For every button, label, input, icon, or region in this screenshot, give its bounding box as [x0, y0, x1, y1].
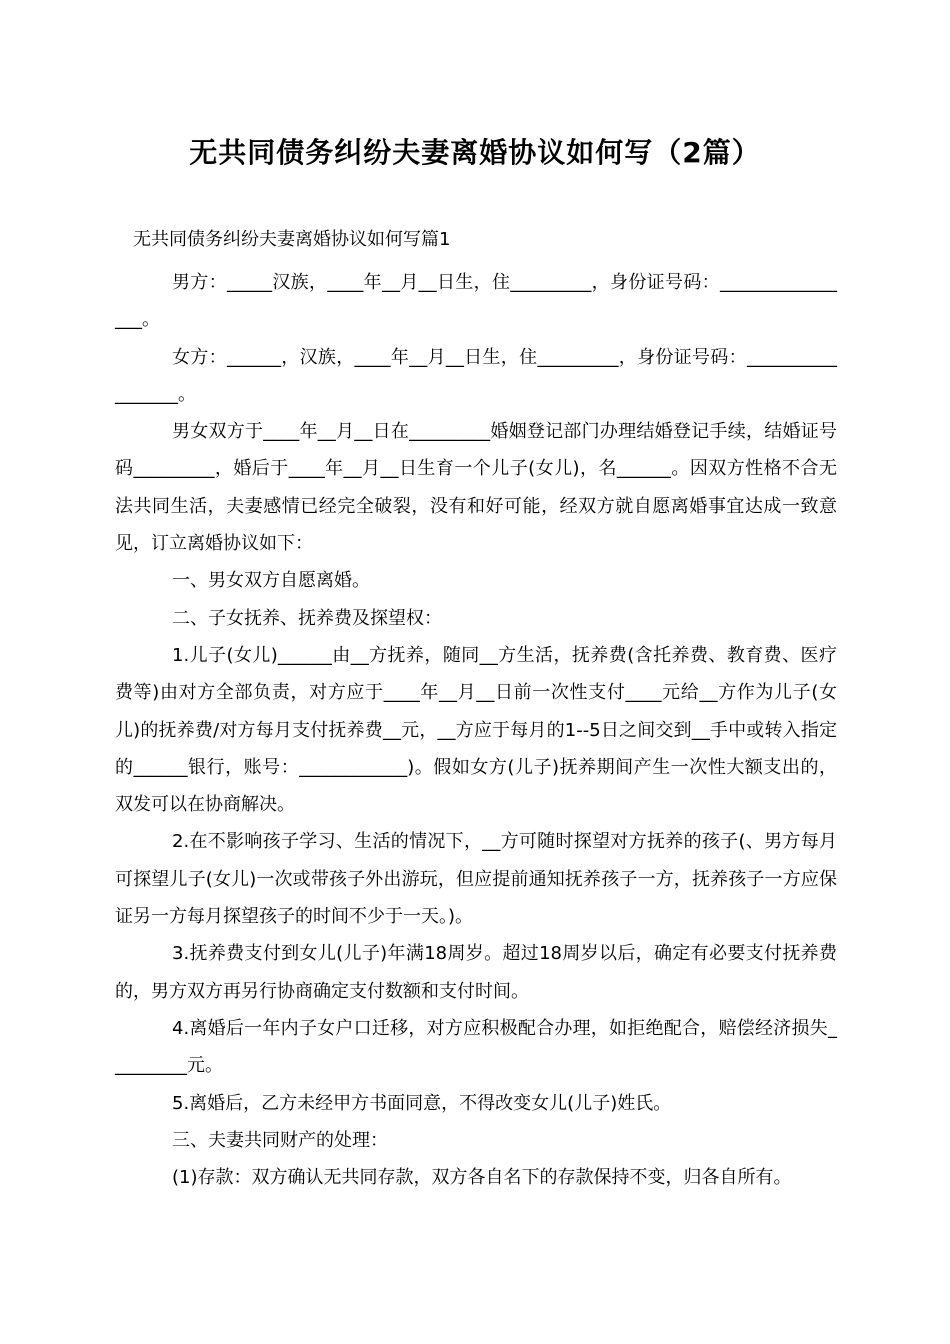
- paragraph-clause-2-item-1: 1.儿子(女儿)______由__方抚养，随同__方生活，抚养费(含托养费、教育费、医疗费等)由对方全部负责，对方应于____年__月__日前一次性支付____元给__方作为儿子(女儿)的抚养费/对方每月支付抚养费__元，__方应于每月的1--5日之间交到__手中或转入指定的______银行，账号：____________)。假如女方(儿子)抚养期间产生一次性大额支出的，双发可以在协商解决。: [115, 644, 837, 816]
- paragraph-clause-2-item-4: 4.离婚后一年内子女户口迁移，对方应积极配合办理，如拒绝配合，赔偿经济损失_________元。: [115, 1017, 837, 1077]
- paragraph-clause-3-heading: 三、夫妻共同财产的处理：: [172, 1129, 388, 1151]
- paragraph-clause-2-item-5: 5.离婚后，乙方未经甲方书面同意，不得改变女儿(儿子)姓氏。: [172, 1092, 672, 1114]
- paragraph-marriage-background: 男女双方于____年__月__日在_________婚姻登记部门办理结婚登记手续，结婚证号码_________，婚后于____年__月__日生育一个儿子(女儿)，名______。因双方性格不合无法共同生活，夫妻感情已经完全破裂，没有和好可能，经双方就自愿离婚事宜达成一致意见，订立离婚协议如下：: [115, 421, 837, 555]
- paragraph-clause-2-item-3: 3.抚养费支付到女儿(儿子)年满18周岁。超过18周岁以后，确定有必要支付抚养费的，男方双方再另行协商确定支付数额和支付时间。: [115, 943, 837, 1002]
- document-title: 无共同债务纠纷夫妻离婚协议如何写（2篇）: [189, 136, 761, 169]
- paragraph-clause-2-item-2: 2.在不影响孩子学习、生活的情况下，__方可随时探望对方抚养的孩子(、男方每月可探望儿子(女儿)一次或带孩子外出游玩，但应提前通知抚养孩子一方，抚养孩子一方应保证另一方每月探望孩子的时间不少于一天。)。: [115, 831, 837, 928]
- document-body: [115, 226, 837, 1196]
- section-subheading: 无共同债务纠纷夫妻离婚协议如何写篇1: [133, 229, 451, 250]
- paragraph-clause-3-item-1: (1)存款：双方确认无共同存款，双方各自名下的存款保持不变，归各自所有。: [172, 1167, 792, 1189]
- paragraph-male-party: 男方：_____汉族，____年__月__日生，住_________，身份证号码：________________。: [115, 272, 837, 331]
- paragraph-female-party: 女方：______，汉族，____年__月__日生，住_________，身份证号码：_________________。: [115, 346, 837, 405]
- paragraph-clause-2-heading: 二、子女抚养、抚养费及探望权：: [172, 607, 442, 629]
- paragraph-clause-1: 一、男女双方自愿离婚。: [172, 570, 370, 592]
